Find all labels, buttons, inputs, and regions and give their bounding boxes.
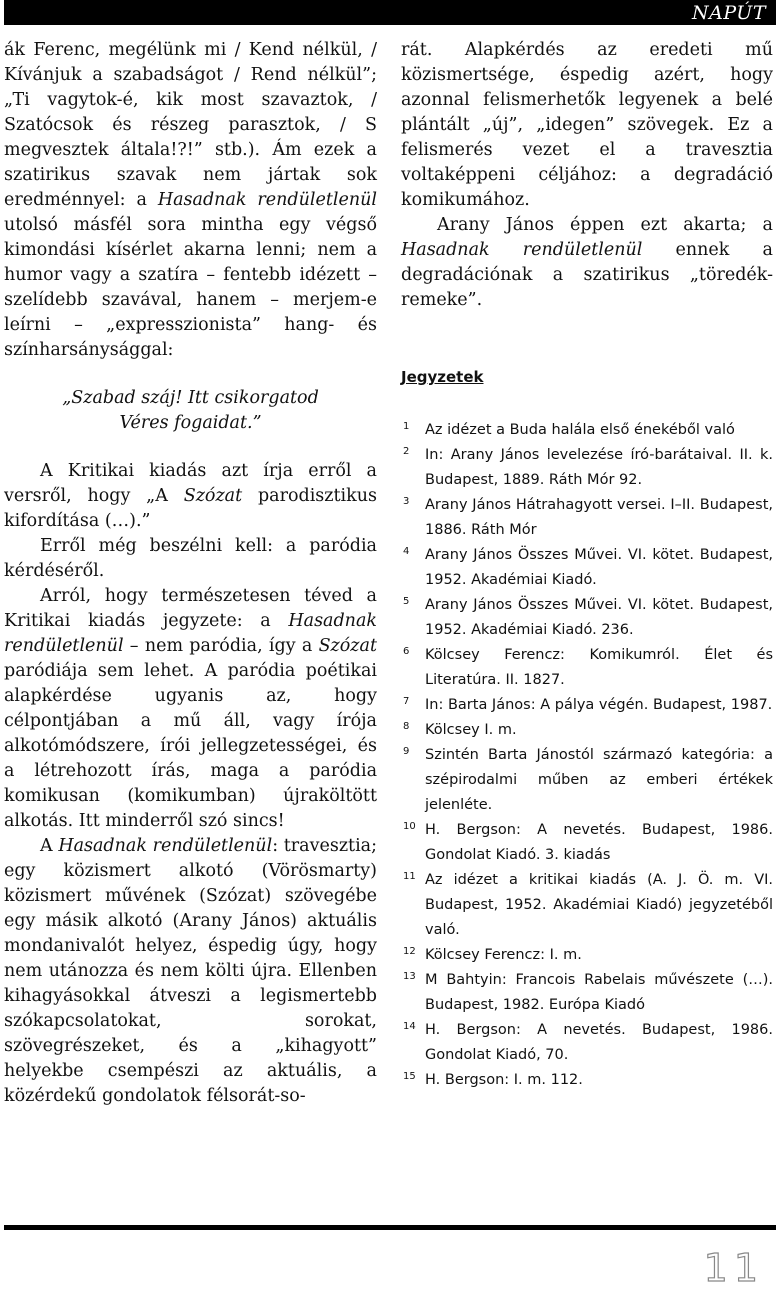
- verse-line: „Szabad száj! Itt csikorgatod: [62, 388, 319, 408]
- footnote-number: 11: [403, 871, 416, 882]
- footnote-text: Az idézet a Buda halála első énekéből való: [425, 422, 735, 438]
- paragraph: A Kritikai kiadás azt írja erről a versről, hogy „A Szózat parodisztikus kifordítása (…).”: [4, 461, 377, 531]
- footnote-text: Arany János Hátrahagyott versei. I–II. Budapest, 1886. Ráth Mór: [425, 497, 773, 538]
- paragraph: Arany János éppen ezt akarta; a Hasadnak rendületlenül ennek a degradációnak a szatirikus „töredék-remeke”.: [401, 215, 773, 310]
- footnote-text: Szintén Barta Jánostól származó kategória: a szépirodalmi műben az emberi értékek jelenléte.: [425, 747, 773, 813]
- footnote-number: 14: [403, 1021, 416, 1032]
- footnote-text: In: Arany János levelezése író-barátaival. II. k. Budapest, 1889. Ráth Mór 92.: [425, 447, 773, 488]
- footnote-number: 2: [403, 446, 410, 457]
- notes-list: [401, 418, 773, 1093]
- footnote-number: 7: [403, 696, 410, 707]
- footnote-text: H. Bergson: A nevetés. Budapest, 1986. Gondolat Kiadó. 3. kiadás: [425, 822, 773, 863]
- paragraph: A Hasadnak rendületlenül: travesztia; egy közismert alkotó (Vörösmarty) közismert művének (Szózat) szövegébe egy másik alkotó (Arany János) aktuális mondanivalót helyez, éspedig úgy, hogy nem utánozza és nem költi újra. Ellenben kihagyásokkal átveszi a legismertebb szókapcsolatokat, sorokat, szövegrészeket, és a „kihagyott” helyekbe csempészi az aktuális, a közérdekű gondolatok félsorát-so-: [4, 836, 377, 1106]
- paragraph: ák Ferenc, megélünk mi / Kend nélkül, / Kívánjuk a szabadságot / Rend nélkül”; „Ti vagytok-é, kik most szavaztok, / Szatócsok és részeg parasztok, / S megvesztek általa!?!” stb.). Ám ezek a szatirikus szavak nem jártak sok eredménnyel: a Hasadnak rendületlenül utolsó másfél sora mintha egy végső kimondási kísérlet akarna lenni; nem a humor vagy a szatíra – fentebb idézett – szelídebb szavával, hanem – merjem-e leírni – „expresszionista” hang- és színharsánysággal:: [4, 40, 377, 360]
- verse-line: Véres fogaidat.”: [119, 413, 262, 433]
- footnote-number: 1: [403, 421, 410, 432]
- footnote-number: 5: [403, 596, 410, 607]
- footnote-text: H. Bergson: A nevetés. Budapest, 1986. Gondolat Kiadó, 70.: [425, 1022, 773, 1063]
- verse-quote: [4, 386, 377, 436]
- header-bar: [4, 0, 776, 25]
- footnote: [401, 493, 773, 543]
- footnote: [401, 868, 773, 943]
- footnote-number: 9: [403, 746, 410, 757]
- footnote: [401, 718, 773, 743]
- footnote: [401, 818, 773, 868]
- footnote-number: 15: [403, 1071, 416, 1082]
- footnote: [401, 643, 773, 693]
- footnote: [401, 1018, 773, 1068]
- footnote: [401, 418, 773, 443]
- notes-heading: Jegyzetek: [401, 368, 484, 386]
- footnote: [401, 443, 773, 493]
- footnote-text: Arany János Összes Művei. VI. kötet. Budapest, 1952. Akadémiai Kiadó. 236.: [425, 597, 773, 638]
- paragraph: Arról, hogy természetesen téved a Kritikai kiadás jegyzete: a Hasadnak rendületlenül – nem paródia, így a Szózat paródiája sem lehet. A paródia poétikai alapkérdése ugyanis az, hogy célpontjában a mű áll, vagy írója alkotómódszere, írói jellegzetességei, és a létrehozott írás, maga a paródia komikusan (komikumban) újraköltött alkotás. Itt minderről szó sincs!: [4, 586, 377, 831]
- footnote-text: Kölcsey I. m.: [425, 722, 517, 738]
- footnote-number: 12: [403, 946, 416, 957]
- left-column: [4, 38, 377, 1109]
- footnote: [401, 693, 773, 718]
- footnote: [401, 543, 773, 593]
- footnote-number: 10: [403, 821, 416, 832]
- footnote-number: 13: [403, 971, 416, 982]
- footnote-text: H. Bergson: I. m. 112.: [425, 1072, 583, 1088]
- footnote-text: Arany János Összes Művei. VI. kötet. Budapest, 1952. Akadémiai Kiadó.: [425, 547, 773, 588]
- page-number: 11: [703, 1246, 764, 1290]
- footnote-text: Kölcsey Ferencz: I. m.: [425, 947, 582, 963]
- footnote: [401, 968, 773, 1018]
- footnote: [401, 1068, 773, 1093]
- footnote: [401, 593, 773, 643]
- footnote-text: Az idézet a kritikai kiadás (A. J. Ö. m. VI. Budapest, 1952. Akadémiai Kiadó) jegyzetéből való.: [425, 872, 773, 938]
- footnote-number: 6: [403, 646, 410, 657]
- footnote-number: 4: [403, 546, 410, 557]
- magazine-brand: NAPÚT: [692, 2, 766, 24]
- footnote-number: 3: [403, 496, 410, 507]
- paragraph: rát. Alapkérdés az eredeti mű közismertsége, éspedig azért, hogy azonnal felismerhetők legyenek a belé plántált „új”, „idegen” szövegek. Ez a felismerés vezet el a travesztia voltaképpeni céljához: a degradáció komikumához.: [401, 40, 773, 210]
- footnote: [401, 743, 773, 818]
- footnote-number: 8: [403, 721, 410, 732]
- footnote-text: M Bahtyin: Francois Rabelais művészete (…). Budapest, 1982. Európa Kiadó: [425, 972, 773, 1013]
- right-column: [401, 38, 773, 1093]
- footnote: [401, 943, 773, 968]
- footnote-text: In: Barta János: A pálya végén. Budapest, 1987.: [425, 697, 773, 713]
- footer-rule: [4, 1225, 776, 1230]
- footnote-text: Kölcsey Ferencz: Komikumról. Élet és Literatúra. II. 1827.: [425, 647, 773, 688]
- paragraph: Erről még beszélni kell: a paródia kérdéséről.: [4, 536, 377, 581]
